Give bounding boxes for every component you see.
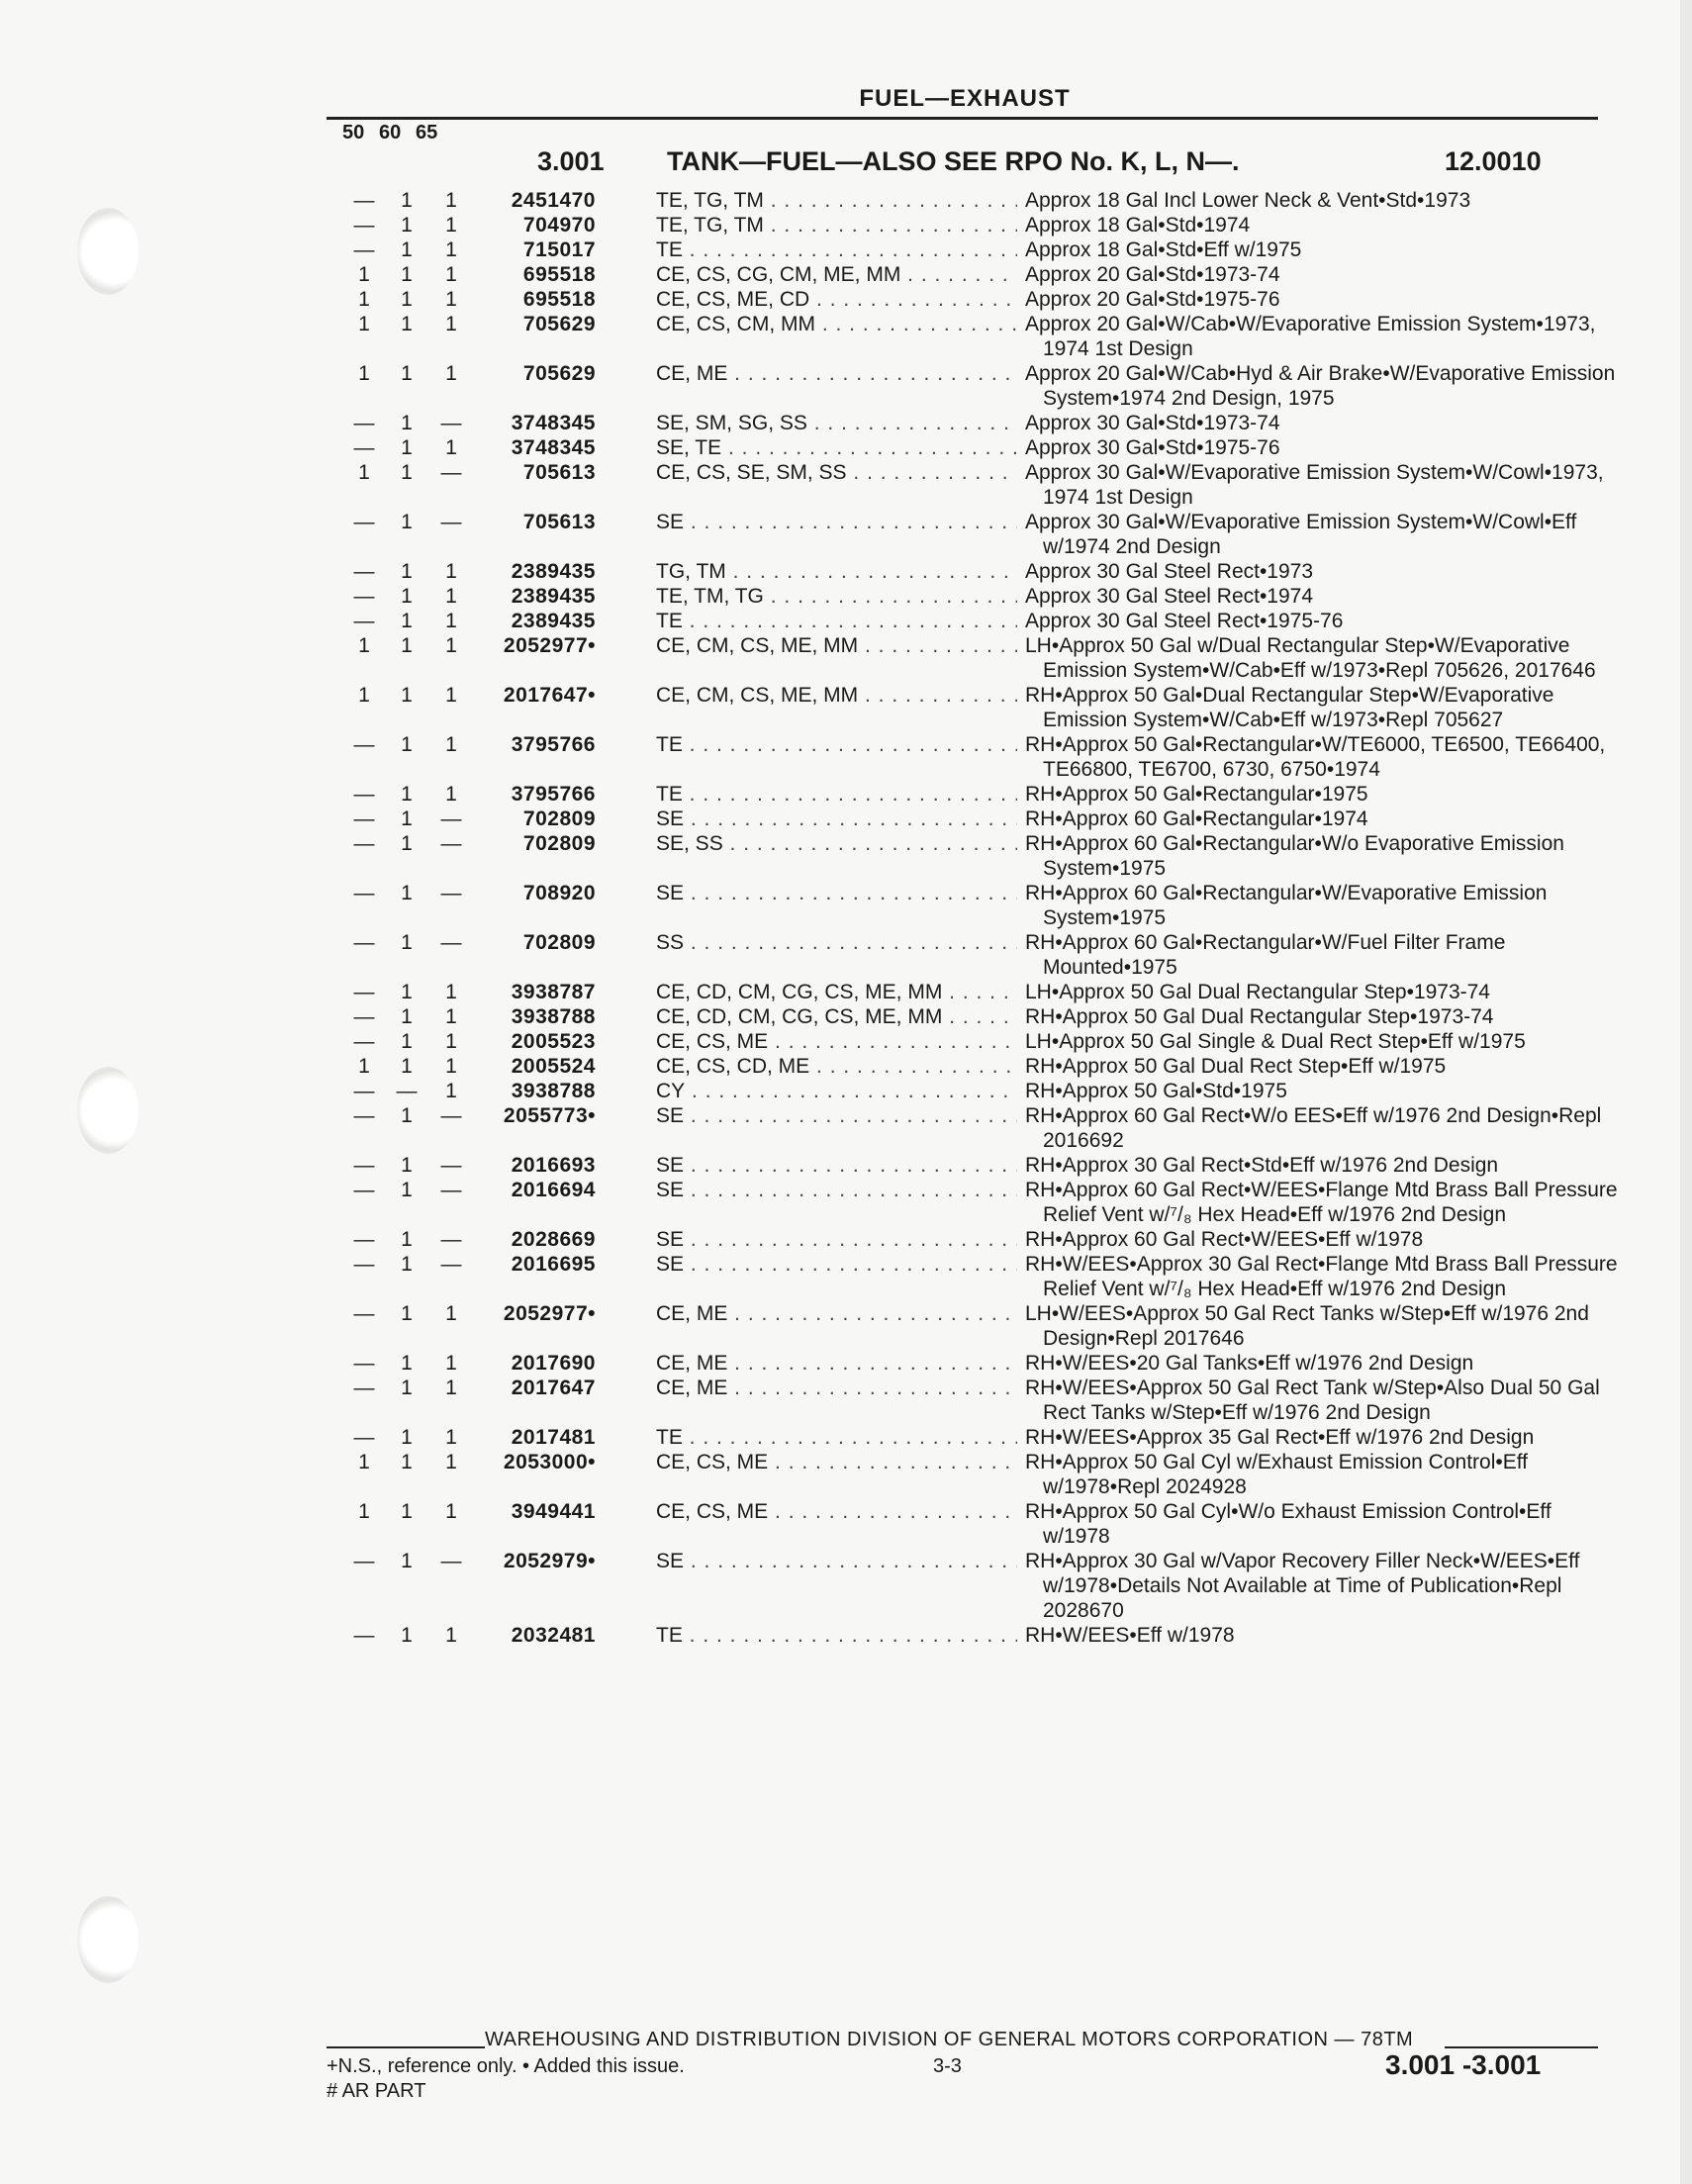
table-row <box>0 1178 1692 1227</box>
model-codes: SE, TE . . . <box>656 435 1017 460</box>
qty-65: 1 <box>445 238 457 261</box>
qty-50: — <box>353 511 375 533</box>
qty-65: — <box>440 931 462 954</box>
qty-50: 1 <box>358 684 370 707</box>
qty-50: — <box>353 1080 375 1102</box>
qty-50: — <box>353 931 375 954</box>
section-reference: 12.0010 <box>1445 146 1542 176</box>
qty-65: 1 <box>445 362 457 385</box>
qty-65: — <box>440 1104 462 1127</box>
qty-50: — <box>353 1228 375 1251</box>
qty-60: 1 <box>401 733 413 756</box>
part-number: 3795766 <box>511 733 596 756</box>
description: RH•Approx 50 Gal Cyl w/Exhaust Emission Control•Eff w/1978•Repl 2024928 <box>1025 1451 1529 1498</box>
part-number: 2055773• <box>503 1104 596 1127</box>
qty-50: — <box>353 882 375 904</box>
model-codes: CE, CS, ME . . . <box>656 1499 1017 1524</box>
description: Approx 30 Gal•W/Evaporative Emission System•W/Cowl•Eff w/1974 2nd Design <box>1025 511 1577 558</box>
qty-65: 1 <box>445 1030 457 1053</box>
qty-60: 1 <box>401 1253 413 1276</box>
legend-line-1: +N.S., reference only. • Added this issue. <box>327 2055 685 2077</box>
model-codes: CE, CS, CM, MM . . . <box>656 312 1017 336</box>
parts-list <box>0 188 1692 1648</box>
part-number: 715017 <box>522 238 596 261</box>
qty-50: 1 <box>358 313 370 335</box>
model-codes: SE . . . <box>656 1227 1017 1252</box>
qty-60: 1 <box>401 511 413 533</box>
part-number: 695518 <box>522 288 596 311</box>
part-number: 705613 <box>522 511 596 533</box>
qty-50: — <box>353 807 375 830</box>
qty-65: 1 <box>445 783 457 806</box>
description: Approx 30 Gal Steel Rect•1975-76 <box>1025 610 1344 632</box>
model-codes: CE, CS, CG, CM, ME, MM . . . <box>656 262 1017 287</box>
page-number: 3-3 <box>933 2055 962 2077</box>
description: RH•Approx 60 Gal•Rectangular•W/o Evaporative Emission System•1975 <box>1025 832 1564 880</box>
qty-65: 1 <box>445 1352 457 1375</box>
description: Approx 30 Gal•Std•1973-74 <box>1025 412 1280 434</box>
description: Approx 30 Gal•Std•1975-76 <box>1025 436 1280 459</box>
qty-65: — <box>440 882 462 904</box>
qty-50: — <box>353 1352 375 1375</box>
qty-60: 1 <box>401 931 413 954</box>
qty-50: — <box>353 1550 375 1572</box>
qty-65: 1 <box>445 1426 457 1449</box>
table-row <box>0 831 1692 881</box>
qty-65: 1 <box>445 1055 457 1078</box>
qty-50: — <box>353 436 375 459</box>
part-number: 702809 <box>522 807 596 830</box>
qty-65: 1 <box>445 263 457 286</box>
table-row <box>0 312 1692 361</box>
qty-60: 1 <box>401 882 413 904</box>
description: Approx 30 Gal•W/Evaporative Emission System•W/Cowl•1973, 1974 1st Design <box>1025 461 1604 509</box>
description: RH•Approx 50 Gal Dual Rect Step•Eff w/1975 <box>1025 1055 1447 1078</box>
description: RH•Approx 50 Gal•Rectangular•W/TE6000, TE6500, TE66400, TE66800, TE6700, 6730, 6750•1974 <box>1025 733 1606 781</box>
qty-65: 1 <box>445 1302 457 1325</box>
qty-50: — <box>353 585 375 608</box>
model-codes: TG, TM . . . <box>656 559 1017 584</box>
footer-division-line: WAREHOUSING AND DISTRIBUTION DIVISION OF GENERAL MOTORS CORPORATION — 78TM <box>485 2029 1414 2050</box>
model-codes: CE, CM, CS, ME, MM . . . <box>656 633 1017 658</box>
part-number: 2389435 <box>511 560 596 583</box>
description: LH•W/EES•Approx 50 Gal Rect Tanks w/Step•Eff w/1976 2nd Design•Repl 2017646 <box>1025 1302 1589 1350</box>
qty-60: 1 <box>401 313 413 335</box>
qty-65: 1 <box>445 981 457 1003</box>
punch-hole-bottom <box>77 1896 139 1983</box>
table-row <box>0 782 1692 807</box>
qty-65: — <box>440 511 462 533</box>
footer-rule-left <box>327 2046 485 2048</box>
table-row <box>0 262 1692 287</box>
qty-65: — <box>440 1228 462 1251</box>
qty-60: 1 <box>401 1451 413 1473</box>
qty-65: — <box>440 1550 462 1572</box>
model-codes: CE, CM, CS, ME, MM . . . <box>656 683 1017 708</box>
qty-60: 1 <box>401 288 413 311</box>
description: Approx 30 Gal Steel Rect•1974 <box>1025 585 1314 608</box>
col-header-50: 50 <box>342 122 365 143</box>
part-number: 2016695 <box>511 1253 596 1276</box>
qty-60: 1 <box>401 436 413 459</box>
qty-50: — <box>353 189 375 212</box>
qty-50: — <box>353 981 375 1003</box>
table-row <box>0 1425 1692 1450</box>
table-row <box>0 584 1692 609</box>
description: RH•Approx 60 Gal Rect•W/EES•Eff w/1978 <box>1025 1228 1424 1251</box>
qty-65: 1 <box>445 1624 457 1647</box>
table-row <box>0 1450 1692 1499</box>
qty-50: — <box>353 832 375 855</box>
qty-60: 1 <box>401 189 413 212</box>
description: Approx 18 Gal Incl Lower Neck & Vent•Std•1973 <box>1025 189 1471 212</box>
qty-50: — <box>353 733 375 756</box>
qty-50: — <box>353 1253 375 1276</box>
qty-60: 1 <box>401 1030 413 1053</box>
part-number: 2017647• <box>503 684 596 707</box>
description: RH•Approx 60 Gal•Rectangular•1974 <box>1025 807 1368 830</box>
qty-60: 1 <box>401 1154 413 1177</box>
model-codes: CE, ME . . . <box>656 361 1017 386</box>
table-row <box>0 1499 1692 1549</box>
section-range: 3.001 -3.001 <box>1385 2049 1542 2080</box>
description: RH•W/EES•Approx 30 Gal Rect•Flange Mtd Brass Ball Pressure Relief Vent w/⁷/₈ Hex Head•Eff w/1976 2nd Design <box>1025 1253 1618 1300</box>
model-codes: TE . . . <box>656 1425 1017 1450</box>
part-number: 2005523 <box>511 1030 596 1053</box>
qty-65: 1 <box>445 288 457 311</box>
qty-50: — <box>353 1377 375 1399</box>
description: RH•Approx 30 Gal w/Vapor Recovery Filler Neck•W/EES•Eff w/1978•Details Not Available at Time of Publication•Repl 2028670 <box>1025 1550 1580 1622</box>
description: Approx 18 Gal•Std•1974 <box>1025 214 1251 237</box>
part-number: 2032481 <box>511 1624 596 1647</box>
part-number: 3938787 <box>511 981 596 1003</box>
qty-60: 1 <box>401 1104 413 1127</box>
description: Approx 18 Gal•Std•Eff w/1975 <box>1025 238 1302 261</box>
model-codes: SE . . . <box>656 1549 1017 1573</box>
description: Approx 30 Gal Steel Rect•1973 <box>1025 560 1314 583</box>
qty-50: — <box>353 1624 375 1647</box>
table-row <box>0 683 1692 732</box>
qty-60: 1 <box>401 560 413 583</box>
table-row <box>0 1004 1692 1029</box>
qty-65: — <box>440 1253 462 1276</box>
part-number: 2052979• <box>503 1550 596 1572</box>
qty-65: — <box>440 412 462 434</box>
qty-60: 1 <box>401 1624 413 1647</box>
description: RH•Approx 50 Gal•Dual Rectangular Step•W/Evaporative Emission System•W/Cab•Eff w/1973•Repl 705627 <box>1025 684 1554 731</box>
description: RH•W/EES•Eff w/1978 <box>1025 1624 1235 1647</box>
footer-legend <box>327 2054 685 2104</box>
qty-60: 1 <box>401 832 413 855</box>
part-number: 2017690 <box>511 1352 596 1375</box>
qty-60: 1 <box>401 1228 413 1251</box>
part-number: 2016693 <box>511 1154 596 1177</box>
qty-50: — <box>353 214 375 237</box>
qty-50: — <box>353 1030 375 1053</box>
table-row <box>0 460 1692 510</box>
part-number: 702809 <box>522 931 596 954</box>
model-codes: CE, CS, ME . . . <box>656 1029 1017 1054</box>
part-number: 708920 <box>522 882 596 904</box>
description: RH•Approx 60 Gal Rect•W/o EES•Eff w/1976 2nd Design•Repl 2016692 <box>1025 1104 1602 1152</box>
part-number: 2005524 <box>511 1055 596 1078</box>
part-number: 705629 <box>522 313 596 335</box>
table-row <box>0 1376 1692 1425</box>
model-codes: CE, ME . . . <box>656 1376 1017 1400</box>
model-codes: CY . . . <box>656 1079 1017 1103</box>
table-row <box>0 980 1692 1004</box>
qty-50: — <box>353 1179 375 1201</box>
description: RH•Approx 60 Gal•Rectangular•W/Fuel Filter Frame Mounted•1975 <box>1025 931 1506 979</box>
qty-60: — <box>396 1080 418 1102</box>
model-codes: CE, CS, ME, CD . . . <box>656 287 1017 312</box>
part-number: 2052977• <box>503 634 596 657</box>
qty-65: 1 <box>445 1377 457 1399</box>
qty-50: 1 <box>358 263 370 286</box>
table-row <box>0 881 1692 930</box>
qty-50: 1 <box>358 362 370 385</box>
description: RH•Approx 60 Gal Rect•W/EES•Flange Mtd Brass Ball Pressure Relief Vent w/⁷/₈ Hex Head•Eff w/1976 2nd Design <box>1025 1179 1618 1226</box>
part-number: 704970 <box>522 214 596 237</box>
description: LH•Approx 50 Gal Dual Rectangular Step•1973-74 <box>1025 981 1490 1003</box>
model-codes: CE, ME . . . <box>656 1351 1017 1376</box>
description: LH•Approx 50 Gal w/Dual Rectangular Step•W/Evaporative Emission System•W/Cab•Eff w/1973•Repl 705626, 2017646 <box>1025 634 1596 682</box>
model-codes: CE, CD, CM, CG, CS, ME, MM . . . <box>656 980 1017 1004</box>
part-number: 3795766 <box>511 783 596 806</box>
model-codes: CE, CS, CD, ME . . . <box>656 1054 1017 1079</box>
model-codes: TE . . . <box>656 609 1017 633</box>
description: Approx 20 Gal•Std•1973-74 <box>1025 263 1280 286</box>
qty-50: — <box>353 560 375 583</box>
qty-60: 1 <box>401 684 413 707</box>
qty-65: 1 <box>445 214 457 237</box>
model-codes: TE . . . <box>656 782 1017 807</box>
quantity-column-headers <box>342 122 452 144</box>
qty-65: — <box>440 832 462 855</box>
qty-60: 1 <box>401 1302 413 1325</box>
qty-50: 1 <box>358 634 370 657</box>
qty-50: 1 <box>358 461 370 484</box>
description: RH•Approx 50 Gal Dual Rectangular Step•1973-74 <box>1025 1005 1494 1028</box>
qty-65: 1 <box>445 585 457 608</box>
table-row <box>0 609 1692 633</box>
qty-65: 1 <box>445 1080 457 1102</box>
qty-60: 1 <box>401 981 413 1003</box>
qty-65: 1 <box>445 610 457 632</box>
table-row <box>0 435 1692 460</box>
qty-60: 1 <box>401 1055 413 1078</box>
part-number: 2016694 <box>511 1179 596 1201</box>
qty-60: 1 <box>401 461 413 484</box>
part-number: 3938788 <box>511 1005 596 1028</box>
qty-50: 1 <box>358 1055 370 1078</box>
qty-60: 1 <box>401 1179 413 1201</box>
description: RH•Approx 50 Gal•Std•1975 <box>1025 1080 1287 1102</box>
table-row <box>0 1103 1692 1153</box>
description: RH•W/EES•20 Gal Tanks•Eff w/1976 2nd Design <box>1025 1352 1474 1375</box>
part-number: 3748345 <box>511 412 596 434</box>
model-codes: TE, TM, TG . . . <box>656 584 1017 609</box>
qty-65: 1 <box>445 313 457 335</box>
qty-50: — <box>353 1104 375 1127</box>
section-title: TANK—FUEL—ALSO SEE RPO No. K, L, N—. <box>667 146 1240 176</box>
model-codes: SE . . . <box>656 1103 1017 1128</box>
part-number: 2451470 <box>511 189 596 212</box>
qty-65: 1 <box>445 634 457 657</box>
model-codes: CE, ME . . . <box>656 1301 1017 1326</box>
qty-65: 1 <box>445 684 457 707</box>
model-codes: TE, TG, TM . . . <box>656 188 1017 213</box>
table-row <box>0 188 1692 213</box>
part-number: 705613 <box>522 461 596 484</box>
model-codes: SS . . . <box>656 930 1017 955</box>
model-codes: CE, CD, CM, CG, CS, ME, MM . . . <box>656 1004 1017 1029</box>
footer-rule-right <box>1445 2046 1598 2048</box>
qty-60: 1 <box>401 412 413 434</box>
qty-65: — <box>440 1154 462 1177</box>
part-number: 3949441 <box>511 1500 596 1523</box>
qty-60: 1 <box>401 807 413 830</box>
model-codes: SE . . . <box>656 1178 1017 1202</box>
part-number: 695518 <box>522 263 596 286</box>
table-row <box>0 559 1692 584</box>
qty-65: — <box>440 1179 462 1201</box>
qty-50: — <box>353 1426 375 1449</box>
qty-60: 1 <box>401 1426 413 1449</box>
description: RH•Approx 60 Gal•Rectangular•W/Evaporative Emission System•1975 <box>1025 882 1548 929</box>
qty-60: 1 <box>401 1377 413 1399</box>
model-codes: SE, SM, SG, SS . . . <box>656 411 1017 435</box>
qty-60: 1 <box>401 263 413 286</box>
part-number: 2052977• <box>503 1302 596 1325</box>
model-codes: SE . . . <box>656 881 1017 905</box>
table-row <box>0 237 1692 262</box>
qty-65: 1 <box>445 189 457 212</box>
qty-50: 1 <box>358 288 370 311</box>
model-codes: SE . . . <box>656 1252 1017 1277</box>
table-row <box>0 1549 1692 1623</box>
qty-60: 1 <box>401 1352 413 1375</box>
qty-60: 1 <box>401 783 413 806</box>
part-number: 702809 <box>522 832 596 855</box>
part-number: 705629 <box>522 362 596 385</box>
qty-50: 1 <box>358 1500 370 1523</box>
qty-65: — <box>440 807 462 830</box>
description: RH•Approx 30 Gal Rect•Std•Eff w/1976 2nd Design <box>1025 1154 1499 1177</box>
part-number: 2389435 <box>511 585 596 608</box>
table-row <box>0 510 1692 559</box>
description: Approx 20 Gal•W/Cab•Hyd & Air Brake•W/Evaporative Emission System•1974 2nd Design, 1975 <box>1025 362 1616 410</box>
qty-50: 1 <box>358 1451 370 1473</box>
description: RH•Approx 50 Gal Cyl•W/o Exhaust Emission Control•Eff w/1978 <box>1025 1500 1551 1548</box>
qty-65: 1 <box>445 733 457 756</box>
table-row <box>0 287 1692 312</box>
table-row <box>0 1079 1692 1103</box>
qty-50: — <box>353 1154 375 1177</box>
col-header-65: 65 <box>416 122 438 143</box>
part-number: 2028669 <box>511 1228 596 1251</box>
part-number: 2017481 <box>511 1426 596 1449</box>
model-codes: CE, CS, SE, SM, SS . . . <box>656 460 1017 485</box>
qty-65: 1 <box>445 1500 457 1523</box>
model-codes: TE . . . <box>656 732 1017 757</box>
qty-60: 1 <box>401 1500 413 1523</box>
qty-60: 1 <box>401 1550 413 1572</box>
table-row <box>0 1029 1692 1054</box>
model-codes: TE, TG, TM . . . <box>656 213 1017 237</box>
description: RH•W/EES•Approx 50 Gal Rect Tank w/Step•Also Dual 50 Gal Rect Tanks w/Step•Eff w/1976 2nd Design <box>1025 1377 1600 1424</box>
model-codes: CE, CS, ME . . . <box>656 1450 1017 1474</box>
part-number: 2017647 <box>511 1377 596 1399</box>
table-row <box>0 213 1692 237</box>
qty-60: 1 <box>401 214 413 237</box>
table-row <box>0 1623 1692 1648</box>
section-number: 3.001 <box>537 146 605 176</box>
qty-60: 1 <box>401 610 413 632</box>
table-row <box>0 1252 1692 1301</box>
legend-line-2: # AR PART <box>327 2080 426 2102</box>
model-codes: SE . . . <box>656 1153 1017 1178</box>
table-row <box>0 1351 1692 1376</box>
qty-65: 1 <box>445 436 457 459</box>
qty-65: 1 <box>445 1451 457 1473</box>
qty-50: — <box>353 610 375 632</box>
table-row <box>0 411 1692 435</box>
qty-65: 1 <box>445 1005 457 1028</box>
table-row <box>0 1153 1692 1178</box>
qty-50: — <box>353 1005 375 1028</box>
qty-65: 1 <box>445 560 457 583</box>
model-codes: SE . . . <box>656 510 1017 534</box>
description: Approx 20 Gal•Std•1975-76 <box>1025 288 1280 311</box>
description: RH•W/EES•Approx 35 Gal Rect•Eff w/1976 2nd Design <box>1025 1426 1535 1449</box>
qty-65: — <box>440 461 462 484</box>
qty-60: 1 <box>401 1005 413 1028</box>
qty-50: — <box>353 238 375 261</box>
description: Approx 20 Gal•W/Cab•W/Evaporative Emission System•1973, 1974 1st Design <box>1025 313 1596 360</box>
table-row <box>0 807 1692 831</box>
col-header-60: 60 <box>379 122 402 143</box>
qty-50: — <box>353 783 375 806</box>
table-row <box>0 732 1692 782</box>
qty-50: — <box>353 1302 375 1325</box>
qty-50: — <box>353 412 375 434</box>
qty-60: 1 <box>401 362 413 385</box>
page-title: FUEL—EXHAUST <box>859 85 1071 112</box>
model-codes: TE . . . <box>656 237 1017 262</box>
part-number: 3748345 <box>511 436 596 459</box>
header-rule <box>327 117 1598 120</box>
part-number: 2389435 <box>511 610 596 632</box>
qty-60: 1 <box>401 634 413 657</box>
description: LH•Approx 50 Gal Single & Dual Rect Step•Eff w/1975 <box>1025 1030 1526 1053</box>
table-row <box>0 930 1692 980</box>
model-codes: SE . . . <box>656 807 1017 831</box>
table-row <box>0 633 1692 683</box>
part-number: 3938788 <box>511 1080 596 1102</box>
description: RH•Approx 50 Gal•Rectangular•1975 <box>1025 783 1368 806</box>
qty-60: 1 <box>401 585 413 608</box>
model-codes: SE, SS . . . <box>656 831 1017 856</box>
part-number: 2053000• <box>503 1451 596 1473</box>
table-row <box>0 1227 1692 1252</box>
model-codes: TE . . . <box>656 1623 1017 1648</box>
table-row <box>0 1301 1692 1351</box>
qty-60: 1 <box>401 238 413 261</box>
table-row <box>0 1054 1692 1079</box>
table-row <box>0 361 1692 411</box>
